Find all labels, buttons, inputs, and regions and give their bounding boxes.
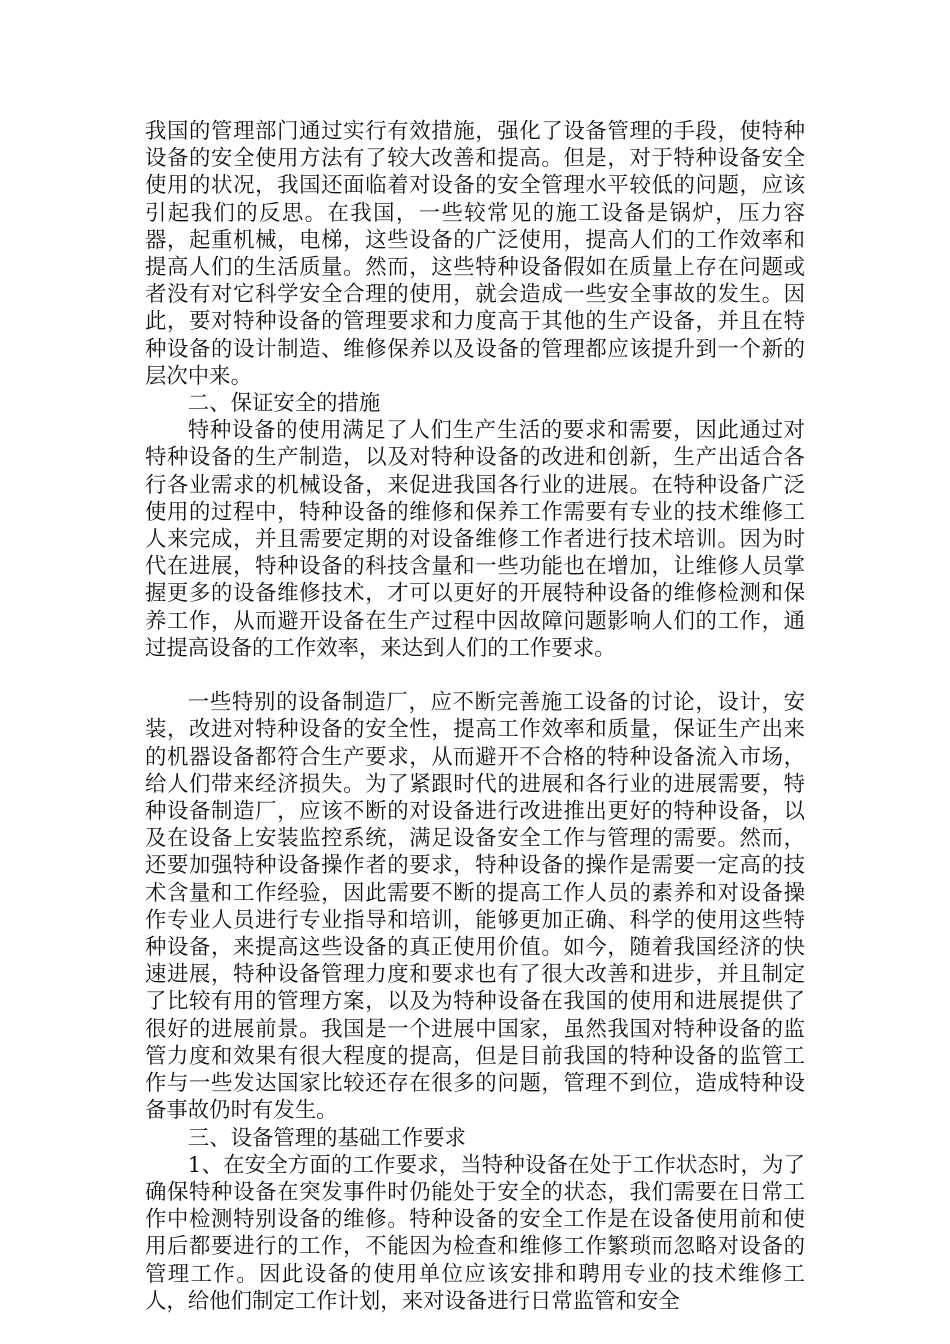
section-heading-3: 三、设备管理的基础工作要求 xyxy=(187,1125,466,1151)
body-paragraph-4: 1、在安全方面的工作要求，当特种设备在处于工作状态时，为了确保特种设备在突发事件时仍能处于安全的状态，我们需要在日常工作中检测特别设备的维修。特种设备的安全工作是在设备使用前和使用后都要进行的工作，不能因为检查和维修工作繁琐而忽略对设备的管理工作。因此设备的使用单位应该安排和聘用专业的技术维修工人，给他们制定工作计划，来对设备进行日常监管和安全 xyxy=(145,1152,805,1314)
body-paragraph-2: 特种设备的使用满足了人们生产生活的要求和需要，因此通过对特种设备的生产制造，以及对特种设备的改进和创新，生产出适合各行各业需求的机械设备，来促进我国各行业的进展。在特种设备广泛使用的过程中，特种设备的维修和保养工作需要有专业的技术维修工人来完成，并且需要定期的对设备维修工作者进行技术培训。因为时代在进展，特种设备的科技含量和一些功能也在增加，让维修人员掌握更多的设备维修技术，才可以更好的开展特种设备的维修检测和保养工作，从而避开设备在生产过程中因故障问题影响人们的工作，通过提高设备的工作效率，来达到人们的工作要求。 xyxy=(145,418,805,661)
body-paragraph-3: 一些特别的设备制造厂，应不断完善施工设备的讨论，设计，安装，改进对特种设备的安全性，提高工作效率和质量，保证生产出来的机器设备都符合生产要求，从而避开不合格的特种设备流入市场，给人们带来经济损失。为了紧跟时代的进展和各行业的进展需要，特种设备制造厂，应该不断的对设备进行改进推出更好的特种设备，以及在设备上安装监控系统，满足设备安全工作与管理的需要。然而，还要加强特种设备操作者的要求，特种设备的操作是需要一定高的技术含量和工作经验，因此需要不断的提高工作人员的素养和对设备操作专业人员进行专业指导和培训，能够更加正确、科学的使用这些特种设备，来提高这些设备的真正使用价值。如今，随着我国经济的快速进展，特种设备管理力度和要求也有了很大改善和进步，并且制定了比较有用的管理方案，以及为特种设备在我国的使用和进展提供了很好的进展前景。我国是一个进展中国家，虽然我国对特种设备的监管力度和效果有很大程度的提高，但是目前我国的特种设备的监管工作与一些发达国家比较还存在很多的问题，管理不到位，造成特种设备事故仍时有发生。 xyxy=(145,690,805,1124)
section-heading-2: 二、保证安全的措施 xyxy=(187,391,381,417)
document-page xyxy=(145,118,805,1315)
body-paragraph-1: 我国的管理部门通过实行有效措施，强化了设备管理的手段，使特种设备的安全使用方法有了较大改善和提高。但是，对于特种设备安全使用的状况，我国还面临着对设备的安全管理水平较低的问题，应该引起我们的反思。在我国，一些较常见的施工设备是锅炉，压力容器，起重机械，电梯，这些设备的广泛使用，提高人们的工作效率和提高人们的生活质量。然而，这些特种设备假如在质量上存在问题或者没有对它科学安全合理的使用，就会造成一些安全事故的发生。因此，要对特种设备的管理要求和力度高于其他的生产设备，并且在特种设备的设计制造、维修保养以及设备的管理都应该提升到一个新的层次中来。 xyxy=(145,119,805,389)
paragraph-spacer xyxy=(145,662,805,689)
